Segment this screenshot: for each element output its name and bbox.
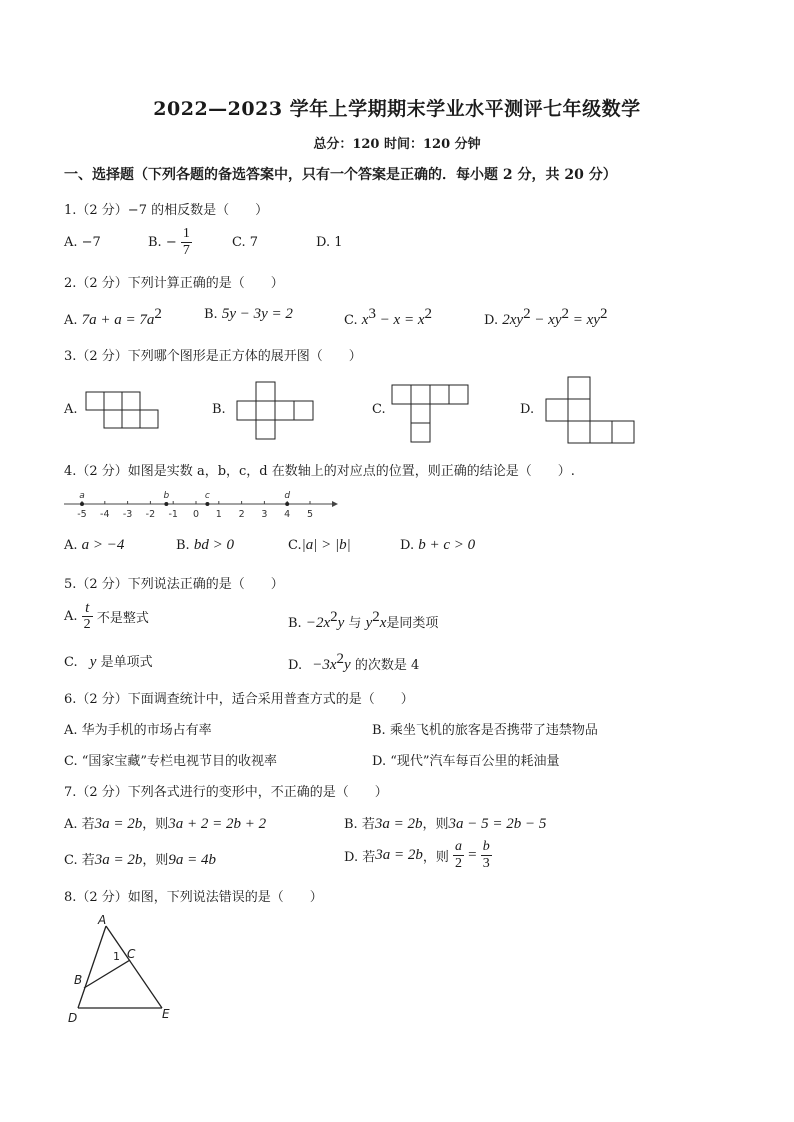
number-line [60,484,340,526]
math-expression: 3a = 2b [94,816,143,832]
option-label: C. [64,655,78,670]
q5-option-b [288,609,438,632]
option-label: C. [288,538,302,553]
option-label: A. [64,609,78,624]
q4-option-d [400,537,475,554]
q6-option-b: B. 乘坐飞机的旅客是否携带了违禁物品 [372,723,598,738]
math-expression: y [344,657,351,673]
axis-tick-label: 5 [306,509,314,520]
question-6-stem: 6.（2 分）下面调查统计中，适合采用普查方式的是（ ） [64,692,414,707]
exam-info: 总分：120 时间：120 分钟 [313,137,481,152]
fraction-denominator: 7 [182,243,190,258]
math-expression: − xy [530,312,562,328]
angle-label-1: 1 [113,950,120,963]
point-label-a: a [79,491,85,501]
q3-option-a: A. [64,402,78,417]
option-label: D. [400,538,415,553]
section-heading: 一、选择题（下列各题的备选答案中，只有一个答案是正确的．每小题 2 分，共 20 分） [64,167,617,183]
axis-tick-label: 0 [192,509,200,520]
q1-option-d: D. 1 [316,235,343,250]
exponent: 2 [154,306,162,322]
q7-option-a [64,813,266,833]
math-expression: bd > 0 [193,537,234,553]
q3-option-c: C. [372,402,386,417]
option-label: B. [204,307,218,322]
math-expression: −2x [305,615,331,631]
q6-option-c: C. “国家宝藏”专栏电视节目的收视率 [64,754,278,769]
option-text: 是同类项 [386,616,439,631]
equals-sign: = [468,847,477,863]
exponent: 2 [523,306,531,322]
math-expression: 3a + 2 = 2b + 2 [168,816,267,832]
option-text: 是单项式 [100,655,153,670]
math-expression: 2xy [502,312,524,328]
point-label-c: c [204,491,210,501]
option-text: ，则 [422,850,449,865]
exponent: 2 [372,609,380,625]
option-text: A. 若 [64,817,95,832]
option-text: 的次数是 4 [354,658,420,673]
axis-tick-label: 4 [284,509,291,520]
fraction-numerator: a [455,839,463,854]
point-c [205,502,209,506]
q2-option-b [204,306,293,323]
axis-arrow-icon [332,501,338,507]
vertex-label-a: A [98,913,107,927]
axis-tick-label: -5 [77,509,87,520]
math-expression: x [361,312,369,328]
q1-option-b [148,226,192,259]
q2-option-c [344,306,432,329]
triangle-figure [62,912,192,1028]
question-7-stem: 7.（2 分）下列各式进行的变形中，不正确的是（ ） [64,785,388,800]
q7-option-d-fraction-right [481,839,492,872]
cube-net-c [392,385,468,442]
vertex-label-e: E [162,1007,170,1021]
option-text: ，则 [422,817,449,832]
option-text: ，则 [142,853,169,868]
option-label: B. [288,616,302,631]
q6-option-a: A. 华为手机的市场占有率 [64,723,212,738]
option-label: B. [176,538,190,553]
option-text: ，则 [142,817,169,832]
exponent: 2 [561,306,569,322]
question-3-stem: 3.（2 分）下列哪个图形是正方体的展开图（ ） [64,349,362,364]
math-expression: 9a = 4b [168,852,217,868]
cube-nets-figures [0,370,794,445]
math-expression: a > −4 [81,537,125,553]
q5-option-d [288,651,419,674]
exponent: 2 [330,609,338,625]
fraction-denominator: 3 [482,856,490,871]
exponent: 2 [599,306,608,322]
q2-option-d [484,306,607,329]
option-text: D. 若 [344,850,376,865]
q3-option-b: B. [212,402,226,417]
point-b [164,502,168,506]
q4-option-a [64,537,124,554]
q1-option-b-prefix: B. − [148,235,177,250]
math-expression: 7a + a = 7a [81,312,155,328]
page-title: 2022—2023 学年上学期期末学业水平测评七年级数学 [153,98,641,120]
q7-option-b [344,813,546,833]
question-2-stem: 2.（2 分）下列计算正确的是（ ） [64,276,284,291]
q5-option-a [64,600,149,633]
option-label: C. [344,313,358,328]
q4-option-c [288,537,351,554]
math-expression: b + c > 0 [418,537,476,553]
math-expression: = xy [569,312,600,328]
q7-option-d-fraction-left [453,839,464,872]
math-expression: 3a = 2b [374,816,423,832]
vertex-label-d: D [68,1011,78,1025]
fraction-denominator: 2 [83,617,91,632]
option-text: B. 若 [344,817,375,832]
exponent: 2 [424,306,432,322]
question-4-stem: 4.（2 分）如图是实数 a，b，c，d 在数轴上的对应点的位置，则正确的结论是（ ）. [64,464,575,479]
axis-tick-label: -4 [100,509,110,520]
triangle-lines [78,926,162,1008]
q1-option-a: A. −7 [64,235,101,250]
math-expression: 3a = 2b [94,852,143,868]
axis-tick-label: 1 [215,509,222,520]
q2-option-a [64,306,162,329]
fraction-numerator: t [82,600,93,617]
math-expression: 5y − 3y = 2 [221,306,293,322]
q6-option-d: D. “现代”汽车每百公里的耗油量 [372,754,560,769]
question-1-stem: 1.（2 分）−7 的相反数是（ ） [64,203,269,218]
fraction-numerator: b [482,839,490,854]
fraction-numerator: 1 [182,226,190,241]
math-expression: y [337,615,345,631]
cube-net-d [546,377,634,443]
option-label: D. [484,313,499,328]
option-label: A. [64,538,78,553]
fraction-denominator: 2 [455,856,463,871]
math-expression: 3a = 2b [375,847,423,863]
point-d [285,502,289,506]
vertex-label-b: B [74,973,83,987]
math-expression: 3a − 5 = 2b − 5 [448,816,547,832]
option-text: C. 若 [64,853,95,868]
cube-net-b [237,382,313,439]
q3-option-d: D. [520,402,535,417]
math-expression: |a| > |b| [301,537,351,553]
q7-option-d [344,839,492,872]
axis-tick-label: 2 [238,509,245,520]
exponent: 2 [336,651,345,667]
axis-tick-label: -2 [145,509,156,520]
point-label-b: b [163,491,170,501]
q7-option-c [64,849,216,869]
option-label: A. [64,313,78,328]
math-expression: x [379,615,387,631]
q1-option-c: C. 7 [232,235,259,250]
axis-tick-label: 3 [261,509,268,520]
q4-option-b [176,537,234,554]
q1-option-b-fraction [181,226,192,259]
vertex-label-c: C [127,947,136,961]
math-expression: −3x [312,657,337,673]
question-8-stem: 8.（2 分）如图，下列说法错误的是（ ） [64,890,323,905]
exponent: 3 [368,306,376,322]
cube-net-a [86,392,158,428]
point-label-d: d [284,491,291,501]
option-label: D. [288,658,303,673]
axis-tick-label: -3 [122,509,133,520]
question-5-stem: 5.（2 分）下列说法正确的是（ ） [64,577,284,592]
point-a [80,502,84,506]
math-expression: − x = x [375,312,425,328]
q5-option-a-fraction [82,600,93,633]
option-text: 与 [348,616,362,631]
math-expression: y [89,654,97,670]
q5-option-c [64,651,153,671]
axis-tick-label: -1 [168,509,178,520]
option-text: 不是整式 [96,611,149,626]
math-expression: y [365,615,373,631]
